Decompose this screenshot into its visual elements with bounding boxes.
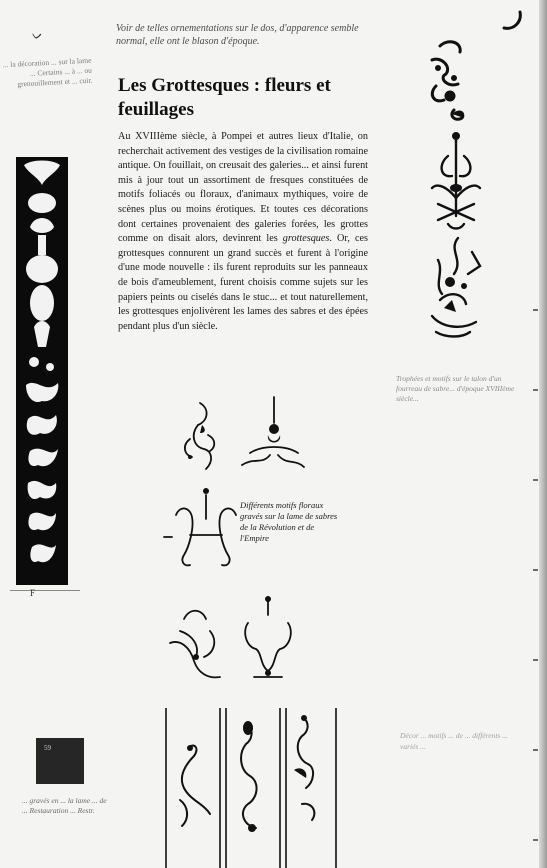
strip-mark: F: [30, 588, 36, 598]
page-edge-shadow: [539, 0, 547, 868]
top-left-mark: ᨆ: [32, 28, 43, 42]
floral-motifs-illustration: [150, 395, 310, 695]
intro-text: Voir de telles ornementations sur le dos, d'apparence semble normal, elle ont le blason d'époque.: [116, 23, 359, 47]
bottom-left-caption: ... gravés en ... la lame ... de ... Restauration ... Restr.: [22, 796, 107, 815]
left-margin-text: ... la décoration ... sur la lame ... Certains ... à ... ou grenouillement et ... cuir.: [2, 55, 93, 89]
thumbnail-label: 59: [44, 744, 51, 752]
blade-engraving-strip: [16, 157, 68, 585]
motif-caption: Différents motifs floraux gravés sur la lame de sabres de la Révolution et de l'Empire: [240, 500, 338, 543]
body-text-part-2: . Or, ces grottesques connurent un grand succès et furent à l'origine d'une mode nouvelle : ils furent reproduits sur les panneaux de bois d'ameublement, furent choisis comme sujets sur les papiers peints ou ciselés dans le stuc... et tout naturellement, les grottesques enjolivèrent les lames des sabres et des épées pendant plus d'un siècle.: [118, 233, 368, 332]
trophy-caption: Trophées et motifs sur le talon d'un fourreau de sabre... d'époque XVIIIème siècle...: [396, 374, 515, 403]
body-emphasis: grottesques: [282, 233, 330, 245]
blade-ornament-image: [16, 157, 68, 585]
body-text-part-1: Au XVIIIème siècle, à Pompei et autres lieux d'Italie, on recherchait activement des vestiges de la civilisation romaine antique. On fouillait, on creusait des galeries... et ainsi furent mis à jour tout un assortiment de fresques constituées de motifs foliacés ou floraux, d'animaux mythiques, voire de scènes plus ou moins érotiques. Et toutes ces décorations dont certaines provenaient des galeries forées, les grottes comme on disait alors, devinrent les: [118, 131, 368, 245]
strip-edge-line: [10, 590, 80, 591]
right-edge-ticks: [531, 300, 539, 860]
page-title: Les Grottesques : fleurs et feuillages: [118, 75, 331, 120]
bottom-right-caption: Décor ... motifs ... de ... différents ... variés ...: [400, 731, 508, 751]
corner-curl-icon: [498, 8, 526, 36]
engraved-panels-illustration: [164, 708, 340, 868]
trophy-ornament-illustrations: [418, 38, 502, 338]
body-paragraph: [118, 130, 368, 334]
